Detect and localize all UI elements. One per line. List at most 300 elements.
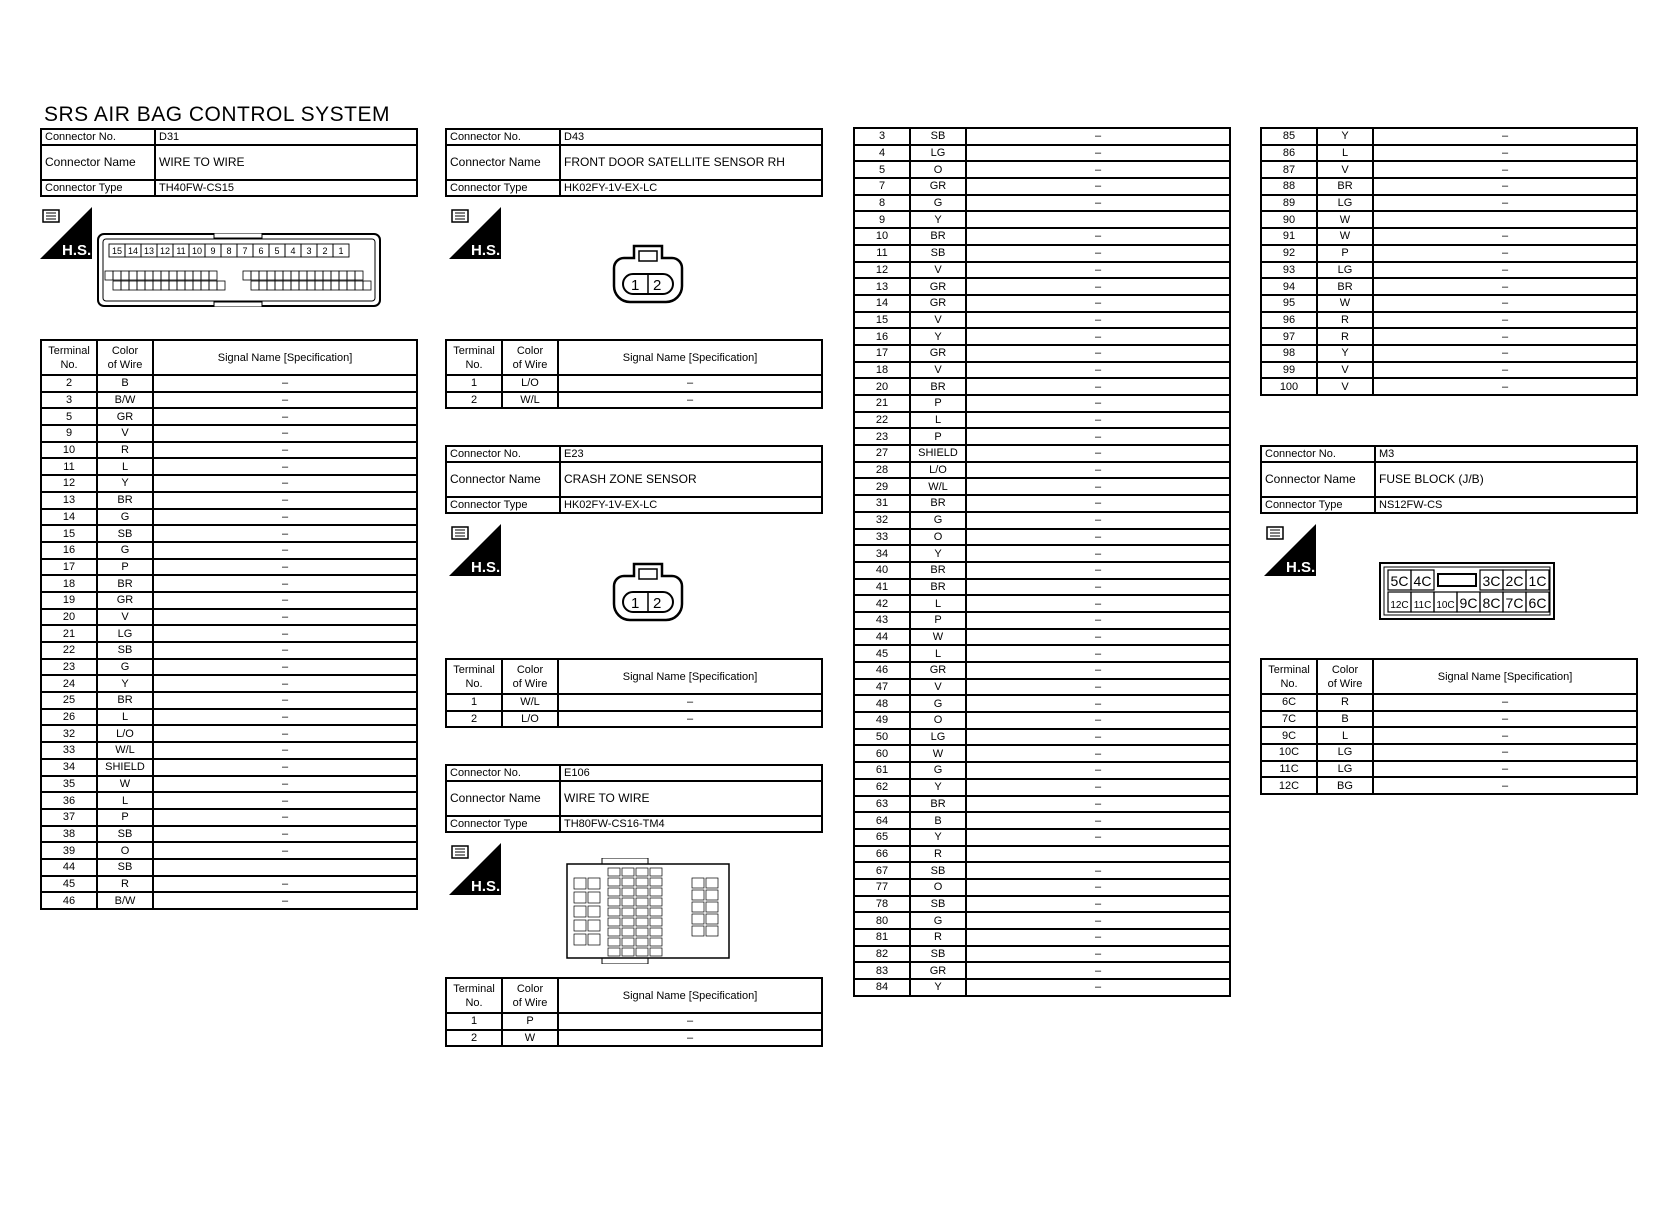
connector-pin (706, 914, 718, 924)
wire-color: O (910, 529, 966, 546)
connector-pin (339, 271, 347, 280)
table-row (41, 742, 417, 759)
terminal-no: 9C (1261, 727, 1317, 744)
connector-pin-label: 2C (1505, 573, 1524, 589)
terminal-no: 48 (854, 695, 910, 712)
signal-name: – (966, 445, 1230, 462)
terminal-table-e23 (445, 658, 823, 728)
terminal-no: 22 (854, 412, 910, 429)
connector-pin (267, 281, 275, 290)
col-signal: Signal Name [Specification] (558, 340, 822, 375)
connector-pin (706, 878, 718, 888)
terminal-no: 12 (41, 475, 97, 492)
wire-color: L (910, 645, 966, 662)
wire-color: W (97, 776, 153, 793)
connector-pin (251, 281, 259, 290)
terminal-no: 65 (854, 829, 910, 846)
table-row (854, 846, 1230, 863)
connector-pin (608, 938, 620, 946)
wire-color: SB (97, 642, 153, 659)
connector-pin (161, 271, 169, 280)
terminal-no: 90 (1261, 211, 1317, 228)
label-connector-name: Connector Name (446, 145, 560, 180)
terminal-no: 21 (41, 625, 97, 642)
signal-name: – (153, 742, 417, 759)
terminal-table-e106 (445, 977, 823, 1047)
connector-pin-label: 9C (1459, 595, 1478, 611)
svg-text:H.S.: H.S. (1286, 559, 1316, 576)
signal-name: – (966, 462, 1230, 479)
connector-pin (129, 271, 137, 280)
signal-name: – (153, 625, 417, 642)
terminal-no: 19 (41, 592, 97, 609)
connector-face-e23 (612, 562, 684, 622)
connector-pin-label: 8C (1482, 595, 1501, 611)
connector-pin (706, 890, 718, 900)
col-color: Color of Wire (502, 978, 558, 1013)
connector-pin (636, 878, 648, 886)
table-row (41, 542, 417, 559)
signal-name: – (153, 709, 417, 726)
wire-color: BR (1317, 178, 1373, 195)
table-row (1261, 161, 1637, 178)
signal-name: – (966, 762, 1230, 779)
connector-type: HK02FY-1V-EX-LC (560, 180, 822, 196)
terminal-no: 8 (854, 195, 910, 212)
table-row (854, 762, 1230, 779)
svg-text:H.S.: H.S. (471, 878, 501, 895)
wire-color: GR (910, 345, 966, 362)
signal-name: – (966, 228, 1230, 245)
connector-pin (193, 281, 201, 290)
wire-color: P (910, 395, 966, 412)
table-row (1261, 312, 1637, 329)
wire-color: R (1317, 328, 1373, 345)
connector-pin-label: 3C (1482, 573, 1501, 589)
signal-name: – (153, 375, 417, 392)
signal-name: – (966, 195, 1230, 212)
wire-color: O (910, 879, 966, 896)
wire-color: L/O (502, 711, 558, 728)
terminal-no: 61 (854, 762, 910, 779)
connector-pin (201, 271, 209, 280)
wire-color: V (910, 262, 966, 279)
table-row (854, 929, 1230, 946)
table-row (854, 796, 1230, 813)
table-row (854, 579, 1230, 596)
signal-name (966, 846, 1230, 863)
signal-name: – (966, 478, 1230, 495)
connector-pin (121, 281, 129, 290)
terminal-no: 39 (41, 842, 97, 859)
terminal-no: 27 (854, 445, 910, 462)
terminal-no: 11C (1261, 761, 1317, 778)
wire-color: BR (97, 575, 153, 592)
connector-pin (650, 918, 662, 926)
table-row (854, 729, 1230, 746)
terminal-no: 100 (1261, 378, 1317, 395)
signal-name: – (966, 161, 1230, 178)
table-row (41, 475, 417, 492)
label-connector-no: Connector No. (446, 446, 560, 462)
terminal-no: 17 (854, 345, 910, 362)
terminal-no: 45 (854, 645, 910, 662)
connector-pin (291, 271, 299, 280)
connector-pin (299, 281, 307, 290)
wire-color: LG (1317, 744, 1373, 761)
table-row (41, 709, 417, 726)
table-row (854, 712, 1230, 729)
signal-name: – (1373, 128, 1637, 145)
signal-name: – (1373, 195, 1637, 212)
table-row (41, 492, 417, 509)
signal-name: – (153, 776, 417, 793)
wire-color: Y (1317, 345, 1373, 362)
label-connector-no: Connector No. (41, 129, 155, 145)
wire-color: W (910, 629, 966, 646)
connector-pin-label: 6 (258, 246, 264, 256)
signal-name: – (1373, 145, 1637, 162)
wire-color: Y (97, 675, 153, 692)
terminal-no: 44 (41, 859, 97, 876)
terminal-no: 12 (854, 262, 910, 279)
connector-pin (588, 920, 600, 931)
terminal-no: 10 (41, 442, 97, 459)
terminal-no: 29 (854, 478, 910, 495)
table-row (854, 195, 1230, 212)
connector-pin (145, 281, 153, 290)
signal-name: – (153, 826, 417, 843)
terminal-no: 60 (854, 745, 910, 762)
col-signal: Signal Name [Specification] (153, 340, 417, 375)
wire-color: GR (910, 278, 966, 295)
table-row (1261, 694, 1637, 711)
connector-pin (588, 906, 600, 917)
wire-color: BR (910, 378, 966, 395)
table-row (41, 776, 417, 793)
table-row (854, 395, 1230, 412)
table-row (446, 694, 822, 711)
table-row (1261, 245, 1637, 262)
wire-color: SB (910, 862, 966, 879)
table-row (854, 312, 1230, 329)
connector-pin (636, 918, 648, 926)
signal-name: – (966, 912, 1230, 929)
terminal-no: 86 (1261, 145, 1317, 162)
signal-name: – (1373, 228, 1637, 245)
wire-color: G (910, 912, 966, 929)
connector-name: WIRE TO WIRE (560, 781, 822, 816)
signal-name: – (966, 579, 1230, 596)
signal-name: – (966, 312, 1230, 329)
connector-pin (201, 281, 209, 290)
connector-pin-label: 11C (1413, 600, 1432, 611)
connector-pin (636, 868, 648, 876)
wire-color: B (97, 375, 153, 392)
table-row (446, 1030, 822, 1047)
table-row (41, 759, 417, 776)
table-row (41, 809, 417, 826)
connector-name: CRASH ZONE SENSOR (560, 462, 822, 497)
wire-color: Y (910, 211, 966, 228)
connector-pin-label: 3 (306, 246, 312, 256)
wire-color: LG (910, 729, 966, 746)
label-connector-no: Connector No. (1261, 446, 1375, 462)
signal-name: – (1373, 161, 1637, 178)
connector-pin (622, 868, 634, 876)
signal-name: – (966, 879, 1230, 896)
signal-name: – (153, 892, 417, 909)
connector-pin (692, 926, 704, 936)
wire-color: SB (97, 826, 153, 843)
connector-pin-label: 14 (127, 246, 139, 256)
table-row (854, 612, 1230, 629)
terminal-no: 96 (1261, 312, 1317, 329)
wire-color: SB (910, 896, 966, 913)
hs-icon (449, 843, 501, 895)
connector-pin (153, 271, 161, 280)
terminal-no: 23 (854, 428, 910, 445)
signal-name: – (1373, 178, 1637, 195)
wire-color: L (97, 792, 153, 809)
table-row (1261, 195, 1637, 212)
terminal-no: 2 (41, 375, 97, 392)
wire-color: G (910, 195, 966, 212)
signal-name: – (1373, 278, 1637, 295)
connector-pin (331, 271, 339, 280)
connector-info-e23 (445, 445, 823, 514)
wire-color: R (910, 846, 966, 863)
terminal-no: 32 (854, 512, 910, 529)
wire-color: L (1317, 145, 1373, 162)
connector-pin (161, 281, 169, 290)
signal-name: – (153, 492, 417, 509)
connector-pin (315, 281, 323, 290)
signal-name: – (966, 295, 1230, 312)
wire-color: P (97, 559, 153, 576)
signal-name (153, 859, 417, 876)
terminal-no: 34 (41, 759, 97, 776)
table-row (1261, 761, 1637, 778)
terminal-no: 43 (854, 612, 910, 629)
connector-pin (145, 271, 153, 280)
connector-pin (251, 271, 259, 280)
wire-color: Y (910, 545, 966, 562)
table-row (1261, 362, 1637, 379)
svg-text:1: 1 (631, 595, 640, 612)
terminal-no: 64 (854, 812, 910, 829)
terminal-no: 22 (41, 642, 97, 659)
page-title: SRS AIR BAG CONTROL SYSTEM (44, 103, 390, 126)
connector-pin-label: 10C (1436, 600, 1455, 611)
wire-color: V (910, 362, 966, 379)
terminal-no: 41 (854, 579, 910, 596)
table-row (41, 659, 417, 676)
wire-color: L (97, 709, 153, 726)
signal-name: – (966, 545, 1230, 562)
connector-pin-label: 4 (290, 246, 296, 256)
connector-no: E106 (560, 765, 822, 781)
signal-name: – (966, 829, 1230, 846)
signal-name: – (966, 512, 1230, 529)
svg-text:2: 2 (653, 277, 662, 294)
table-row (854, 862, 1230, 879)
wire-color: BR (910, 495, 966, 512)
table-row (1261, 345, 1637, 362)
connector-pin-label: 8 (226, 246, 232, 256)
col-signal: Signal Name [Specification] (1373, 659, 1637, 694)
terminal-no: 18 (41, 575, 97, 592)
connector-pin-label: 7C (1505, 595, 1524, 611)
wire-color: GR (97, 592, 153, 609)
signal-name: – (558, 375, 822, 392)
hs-icon (40, 207, 92, 259)
connector-pin (259, 271, 267, 280)
terminal-no: 98 (1261, 345, 1317, 362)
table-row (41, 842, 417, 859)
connector-pin (105, 271, 113, 280)
connector-pin (622, 898, 634, 906)
signal-name: – (153, 509, 417, 526)
terminal-no: 99 (1261, 362, 1317, 379)
col-color: Color of Wire (502, 659, 558, 694)
connector-info-d43 (445, 128, 823, 197)
connector-pin (299, 271, 307, 280)
signal-name: – (1373, 328, 1637, 345)
connector-type: TH40FW-CS15 (155, 180, 417, 196)
connector-info-e106 (445, 764, 823, 833)
terminal-no: 7C (1261, 711, 1317, 728)
signal-name: – (966, 145, 1230, 162)
wire-color: LG (1317, 262, 1373, 279)
terminal-no: 81 (854, 929, 910, 946)
table-row (1261, 128, 1637, 145)
wire-color: Y (97, 475, 153, 492)
connector-pin (283, 271, 291, 280)
signal-name: – (1373, 378, 1637, 395)
terminal-no: 83 (854, 962, 910, 979)
table-row (854, 512, 1230, 529)
table-row (854, 645, 1230, 662)
table-row (854, 979, 1230, 996)
signal-name: – (153, 792, 417, 809)
wire-color: L (1317, 727, 1373, 744)
col-terminal: Terminal No. (446, 659, 502, 694)
table-row (1261, 262, 1637, 279)
table-row (854, 745, 1230, 762)
terminal-no: 10 (854, 228, 910, 245)
wire-color: Y (1317, 128, 1373, 145)
terminal-no: 84 (854, 979, 910, 996)
terminal-table-continued-1 (853, 127, 1231, 997)
signal-name: – (153, 408, 417, 425)
col-signal: Signal Name [Specification] (558, 659, 822, 694)
connector-face-e106 (566, 858, 730, 964)
terminal-no: 33 (41, 742, 97, 759)
connector-pin (574, 878, 586, 889)
connector-pin (323, 271, 331, 280)
wire-color: Y (910, 779, 966, 796)
label-connector-name: Connector Name (446, 462, 560, 497)
connector-pin (209, 281, 217, 290)
terminal-no: 89 (1261, 195, 1317, 212)
wire-color: SB (910, 245, 966, 262)
wire-color: O (910, 712, 966, 729)
connector-pin (355, 271, 363, 280)
wire-color: W (502, 1030, 558, 1047)
connector-pin (307, 271, 315, 280)
wire-color: R (97, 442, 153, 459)
table-row (854, 545, 1230, 562)
signal-name: – (1373, 345, 1637, 362)
signal-name: – (153, 442, 417, 459)
terminal-no: 13 (854, 278, 910, 295)
connector-pin-label: 7 (242, 246, 248, 256)
connector-face-m3 (1379, 562, 1555, 620)
table-row (854, 345, 1230, 362)
connector-pin (650, 938, 662, 946)
signal-name: – (153, 642, 417, 659)
connector-pin (636, 948, 648, 956)
wire-color: W/L (97, 742, 153, 759)
signal-name: – (966, 862, 1230, 879)
table-row (41, 559, 417, 576)
wire-color: GR (97, 408, 153, 425)
connector-pin (574, 920, 586, 931)
terminal-no: 40 (854, 562, 910, 579)
signal-name: – (153, 692, 417, 709)
terminal-no: 9 (854, 211, 910, 228)
wire-color: W (1317, 228, 1373, 245)
connector-pin (706, 926, 718, 936)
wire-color: BR (910, 579, 966, 596)
table-row (1261, 278, 1637, 295)
terminal-no: 24 (41, 675, 97, 692)
connector-pin-label: 1 (338, 246, 344, 256)
signal-name: – (153, 559, 417, 576)
connector-pin-label: 1C (1528, 573, 1547, 589)
table-row (1261, 711, 1637, 728)
terminal-no: 93 (1261, 262, 1317, 279)
wire-color: G (910, 695, 966, 712)
terminal-no: 14 (41, 509, 97, 526)
wire-color: SB (910, 128, 966, 145)
wire-color: L/O (910, 462, 966, 479)
label-connector-type: Connector Type (1261, 497, 1375, 513)
wire-color: GR (910, 662, 966, 679)
connector-pin (608, 918, 620, 926)
table-row (41, 692, 417, 709)
terminal-no: 85 (1261, 128, 1317, 145)
label-connector-type: Connector Type (446, 497, 560, 513)
wire-color: Y (910, 328, 966, 345)
signal-name: – (966, 278, 1230, 295)
terminal-no: 20 (854, 378, 910, 395)
table-row (854, 629, 1230, 646)
connector-pin (209, 271, 217, 280)
terminal-no: 15 (854, 312, 910, 329)
connector-pin (307, 281, 315, 290)
terminal-no: 11 (854, 245, 910, 262)
terminal-no: 17 (41, 559, 97, 576)
signal-name: – (966, 779, 1230, 796)
connector-pin (650, 898, 662, 906)
hs-icon (449, 524, 501, 576)
signal-name: – (966, 695, 1230, 712)
terminal-no: 16 (854, 328, 910, 345)
wire-color: BR (910, 562, 966, 579)
signal-name: – (966, 245, 1230, 262)
